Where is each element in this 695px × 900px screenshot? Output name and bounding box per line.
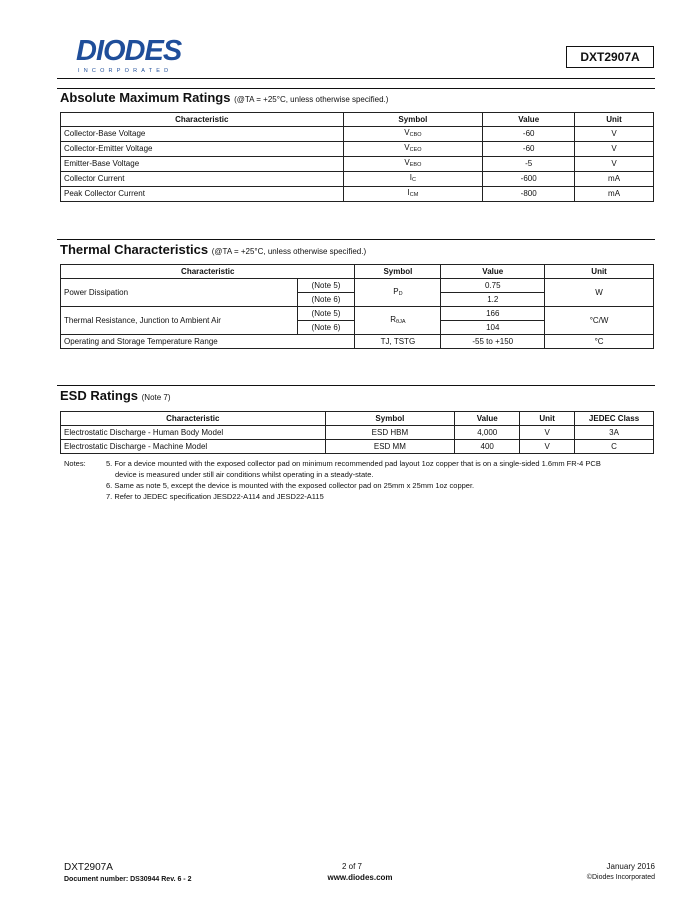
footer-page: 2 of 7 (341, 862, 362, 871)
value-cell: 104 (441, 321, 545, 335)
unit-cell: °C/W (545, 307, 654, 335)
symbol-cell: PD (355, 279, 441, 307)
symbol-cell: ESD MM (325, 440, 455, 454)
table-row (61, 142, 654, 157)
col-header: Unit (575, 113, 654, 127)
table-row (61, 157, 654, 172)
abs-max-condition: (@TA = +25°C, unless otherwise specified.) (234, 95, 389, 104)
characteristic-cell: Electrostatic Discharge - Human Body Model (61, 426, 326, 440)
value-cell: -800 (483, 187, 575, 202)
characteristic-cell: Electrostatic Discharge - Machine Model (61, 440, 326, 454)
col-header: Symbol (343, 113, 483, 127)
esd-table (60, 411, 654, 454)
class-cell: 3A (575, 426, 654, 440)
symbol-cell: TJ, TSTG (355, 335, 441, 349)
unit-cell: mA (575, 187, 654, 202)
footer-date: January 2016 (606, 862, 655, 871)
note-cell: (Note 5) (297, 279, 355, 293)
value-cell: 166 (441, 307, 545, 321)
table-header-row (61, 113, 654, 127)
table-header-row (61, 265, 654, 279)
thermal-table (60, 264, 654, 349)
unit-cell: V (575, 157, 654, 172)
col-header: Value (483, 113, 575, 127)
symbol-cell: ESD HBM (325, 426, 455, 440)
table-row (61, 172, 654, 187)
characteristic-cell: Collector Current (61, 172, 344, 187)
table-row (61, 187, 654, 202)
value-cell: -60 (483, 127, 575, 142)
unit-cell: V (520, 440, 575, 454)
part-number-box: DXT2907A (566, 46, 654, 68)
unit-cell: mA (575, 172, 654, 187)
symbol-cell: RθJA (355, 307, 441, 335)
abs-max-table (60, 112, 654, 202)
unit-cell: V (575, 127, 654, 142)
footer-part: DXT2907A (64, 862, 113, 873)
value-cell: -55 to +150 (441, 335, 545, 349)
logo-wordmark: DIODES (76, 35, 182, 67)
symbol-cell: IC (343, 172, 483, 187)
esd-condition: (Note 7) (141, 393, 171, 402)
table-row (61, 127, 654, 142)
esd-rule (57, 385, 655, 386)
characteristic-cell: Power Dissipation (61, 279, 298, 307)
table-row (61, 307, 654, 321)
abs-max-rule (57, 88, 655, 89)
note-cell: (Note 6) (297, 321, 355, 335)
note-7: 7. Refer to JEDEC specification JESD22-A114 and JESD22-A115 (106, 492, 324, 501)
note-cell: (Note 5) (297, 307, 355, 321)
characteristic-cell: Operating and Storage Temperature Range (61, 335, 355, 349)
col-header: Characteristic (61, 113, 344, 127)
characteristic-cell: Peak Collector Current (61, 187, 344, 202)
unit-cell: V (520, 426, 575, 440)
value-cell: -60 (483, 142, 575, 157)
thermal-title-text: Thermal Characteristics (60, 242, 209, 257)
diodes-logo (76, 34, 196, 80)
value-cell: 0.75 (441, 279, 545, 293)
unit-cell: W (545, 279, 654, 307)
value-cell: 400 (455, 440, 520, 454)
header-rule (57, 78, 655, 79)
col-header: Value (455, 412, 520, 426)
value-cell: 4,000 (455, 426, 520, 440)
col-header: JEDEC Class (575, 412, 654, 426)
col-header: Value (441, 265, 545, 279)
symbol-cell: VCEO (343, 142, 483, 157)
col-header: Unit (520, 412, 575, 426)
value-cell: -600 (483, 172, 575, 187)
characteristic-cell: Thermal Resistance, Junction to Ambient Air (61, 307, 298, 335)
notes-label: Notes: (64, 459, 86, 468)
footer-copyright: ©Diodes Incorporated (586, 874, 655, 881)
col-header: Symbol (325, 412, 455, 426)
table-row (61, 440, 654, 454)
symbol-cell: VEBO (343, 157, 483, 172)
notes-list (106, 458, 666, 502)
unit-cell: V (575, 142, 654, 157)
abs-max-title-text: Absolute Maximum Ratings (60, 90, 231, 105)
note-5-line-1: 5. For a device mounted with the exposed collector pad on minimum recommended pad layout 1oz copper that is on a single-sided 1.6mm FR-4 PCB (106, 459, 601, 468)
thermal-title (60, 242, 366, 257)
note-6: 6. Same as note 5, except the device is mounted with the exposed collector pad on 25mm x 25mm 1oz copper. (106, 481, 475, 490)
table-row (61, 426, 654, 440)
table-row (61, 279, 654, 293)
thermal-rule (57, 239, 655, 240)
table-header-row (61, 412, 654, 426)
footer-doc-number: Document number: DS30944 Rev. 6 - 2 (64, 876, 192, 883)
thermal-condition: (@TA = +25°C, unless otherwise specified.) (211, 247, 367, 256)
value-cell: 1.2 (441, 293, 545, 307)
symbol-cell: ICM (343, 187, 483, 202)
footer-url[interactable]: www.diodes.com (327, 873, 393, 882)
characteristic-cell: Collector-Emitter Voltage (61, 142, 344, 157)
table-row (61, 335, 654, 349)
logo-subtext: INCORPORATED (78, 68, 173, 74)
class-cell: C (575, 440, 654, 454)
characteristic-cell: Emitter-Base Voltage (61, 157, 344, 172)
symbol-cell: VCBO (343, 127, 483, 142)
note-5-line-2: device is measured under still air conditions whilst operating in a steady-state. (115, 470, 374, 479)
value-cell: -5 (483, 157, 575, 172)
abs-max-title (60, 90, 388, 105)
col-header: Characteristic (61, 412, 326, 426)
note-cell: (Note 6) (297, 293, 355, 307)
unit-cell: °C (545, 335, 654, 349)
esd-title-text: ESD Ratings (60, 388, 139, 403)
col-header: Characteristic (61, 265, 355, 279)
col-header: Symbol (355, 265, 441, 279)
characteristic-cell: Collector-Base Voltage (61, 127, 344, 142)
diodes-logo-graphic (76, 34, 196, 80)
col-header: Unit (545, 265, 654, 279)
esd-title (60, 388, 171, 403)
